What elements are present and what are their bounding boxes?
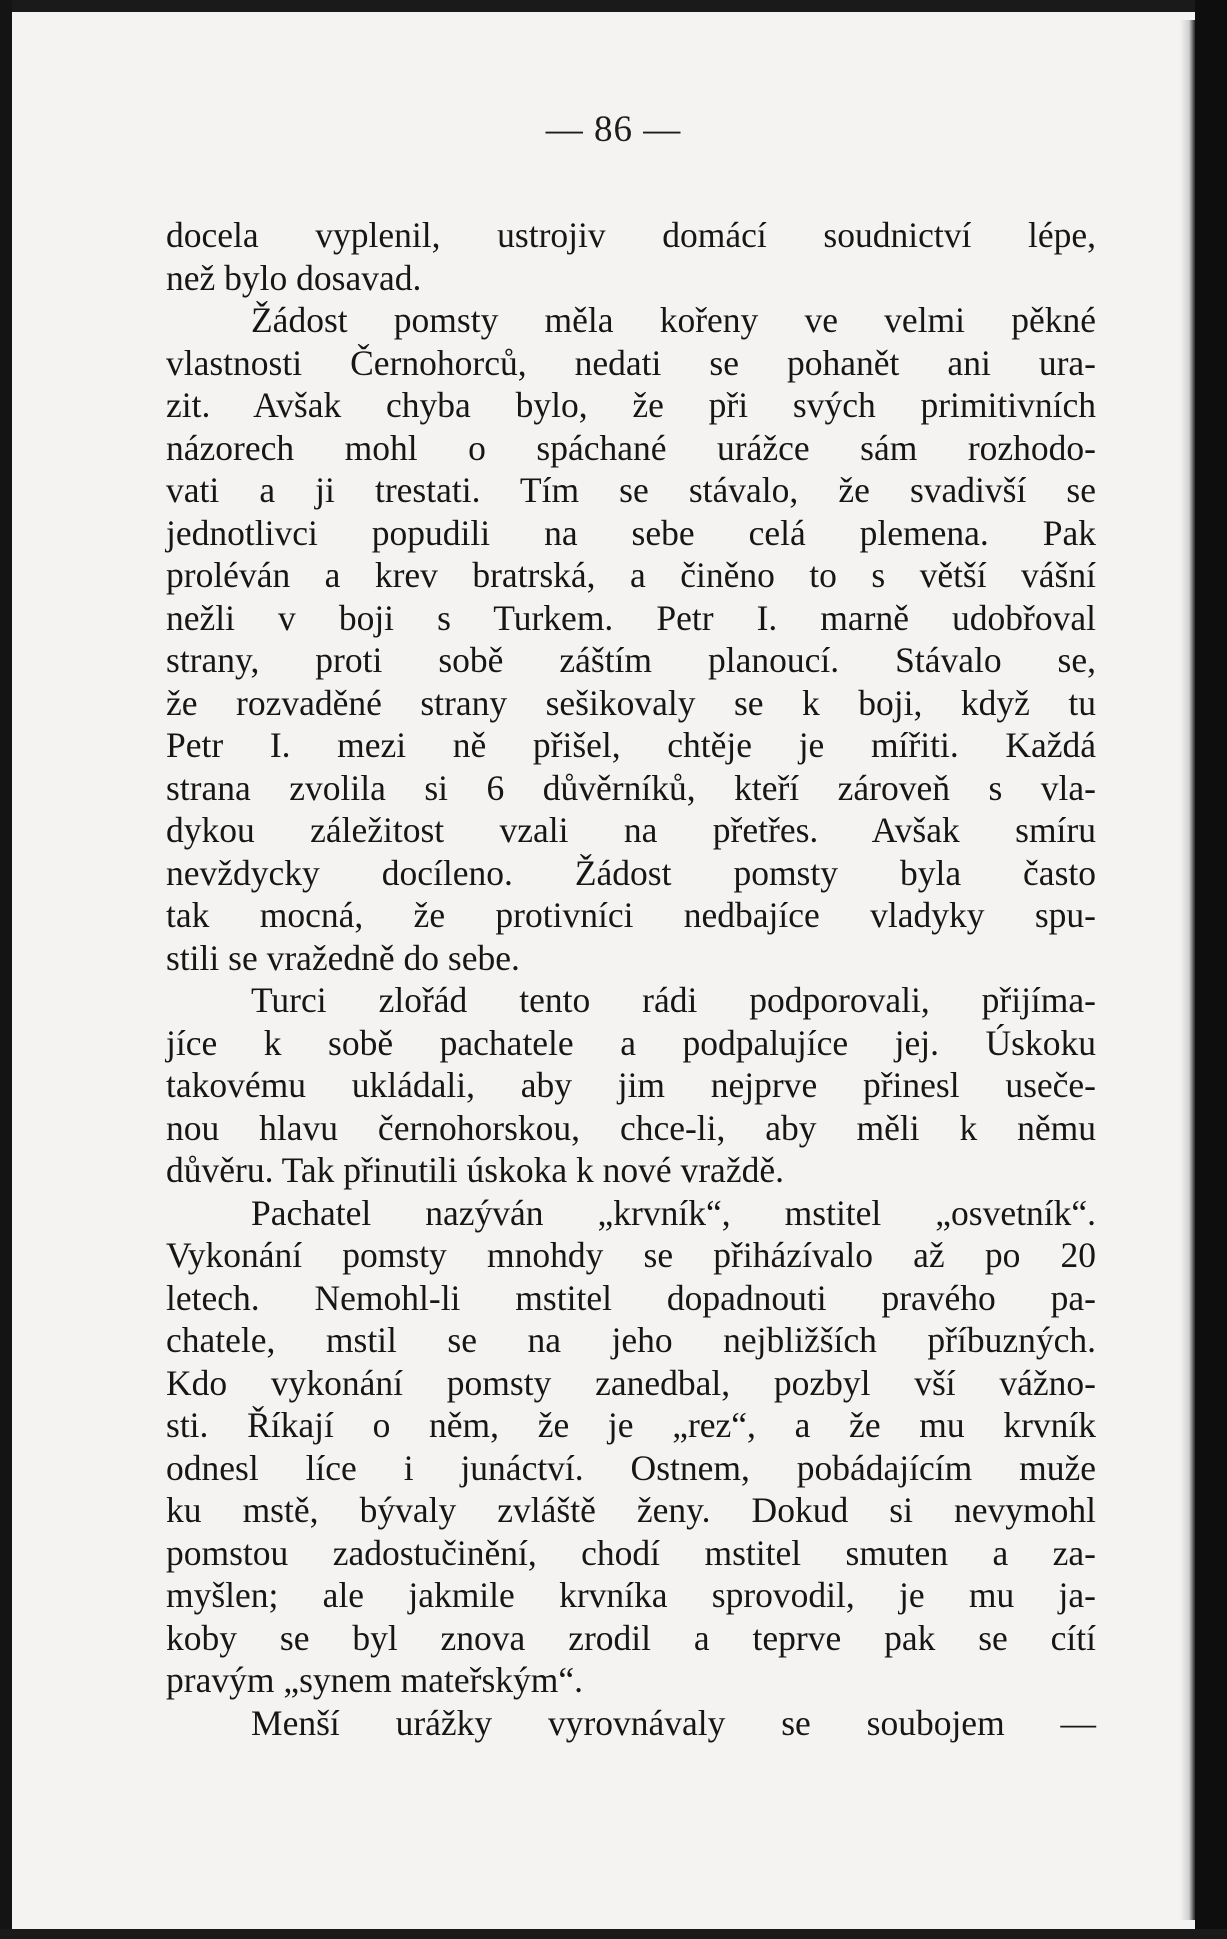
text-line: zit. Avšak chyba bylo, že při svých primitivních [166,385,1096,425]
text-line: než bylo dosavad. [166,257,422,298]
text-line: koby se byl znova zrodil a teprve pak se cítí [166,1617,1096,1658]
text-line: dykou záležitost vzali na přetřes. Avšak smíru [166,810,1096,850]
text-line: pomstou zadostučinění, chodí mstitel smuten a za- [166,1532,1096,1573]
text-line: jíce k sobě pachatele a podpalujíce jej. Úskoku [166,1022,1096,1063]
text-line: chatele, mstil se na jeho nejbližších příbuzných. [166,1320,1096,1360]
text-line: Vykonání pomsty mnohdy se přiházívalo až po 20 [166,1235,1096,1275]
text-line: pravým „synem mateřským“. [166,1660,584,1700]
text-line: názorech mohl o spáchané urážce sám rozhodo- [166,427,1096,468]
text-line: nežli v boji s Turkem. Petr I. marně udobřoval [166,597,1096,638]
text-line: Pachatel nazýván „krvník“, mstitel „osvetník“. [251,1192,1096,1233]
page-edge-shadow [1180,20,1195,1920]
text-line: že rozvaděné strany sešikovaly se k boji, když tu [166,682,1096,723]
text-line: nou hlavu černohorskou, chce-li, aby měli k němu [166,1107,1096,1148]
text-line: strana zvolila si 6 důvěrníků, kteří zároveň s vla- [166,767,1096,808]
scan-border-left [0,0,12,1939]
text-line: ku mstě, bývaly zvláště ženy. Dokud si nevymohl [166,1490,1096,1530]
body-text [166,214,1096,1744]
text-line: strany, proti sobě záštím planoucí. Stávalo se, [166,640,1096,680]
text-line: Žádost pomsty měla kořeny ve velmi pěkné [251,300,1096,340]
text-line: odnesl líce i junáctví. Ostnem, pobádajícím muže [166,1447,1096,1488]
text-line: Turci zlořád tento rádi podporovali, přijíma- [251,980,1096,1020]
text-line: letech. Nemohl-li mstitel dopadnouti pravého pa- [166,1277,1096,1318]
text-line: důvěru. Tak přinutili úskoka k nové vraždě. [166,1150,784,1190]
text-line: Petr I. mezi ně přišel, chtěje je mířiti. Každá [166,725,1096,765]
text-line: docela vyplenil, ustrojiv domácí soudnictví lépe, [166,215,1096,255]
text-line: stili se vražedně do sebe. [166,937,520,978]
text-line: proléván a krev bratrská, a činěno to s větší vášní [166,555,1096,595]
text-line: vati a ji trestati. Tím se stávalo, že svadivší se [166,470,1096,510]
text-line: vlastnosti Černohorců, nedati se pohanět ani ura- [166,342,1096,383]
page-number: — 86 — [545,109,682,150]
scan-border-top [0,0,1227,12]
text-line: Menší urážky vyrovnávaly se soubojem — [251,1702,1096,1743]
text-line: takovému ukládali, aby jim nejprve přinesl useče- [166,1065,1096,1105]
text-line: myšlen; ale jakmile krvníka sprovodil, je mu ja- [166,1575,1096,1615]
text-line: nevždycky docíleno. Žádost pomsty byla často [166,852,1096,893]
text-line: Kdo vykonání pomsty zanedbal, pozbyl vší vážno- [166,1362,1096,1403]
text-line: tak mocná, že protivníci nedbajíce vladyky spu- [166,895,1096,935]
scan-border-right [1195,0,1227,1939]
text-line: jednotlivci popudili na sebe celá plemena. Pak [166,512,1096,553]
text-line: sti. Říkají o něm, že je „rez“, a že mu krvník [166,1405,1096,1445]
scan-border-bottom [0,1929,1227,1939]
